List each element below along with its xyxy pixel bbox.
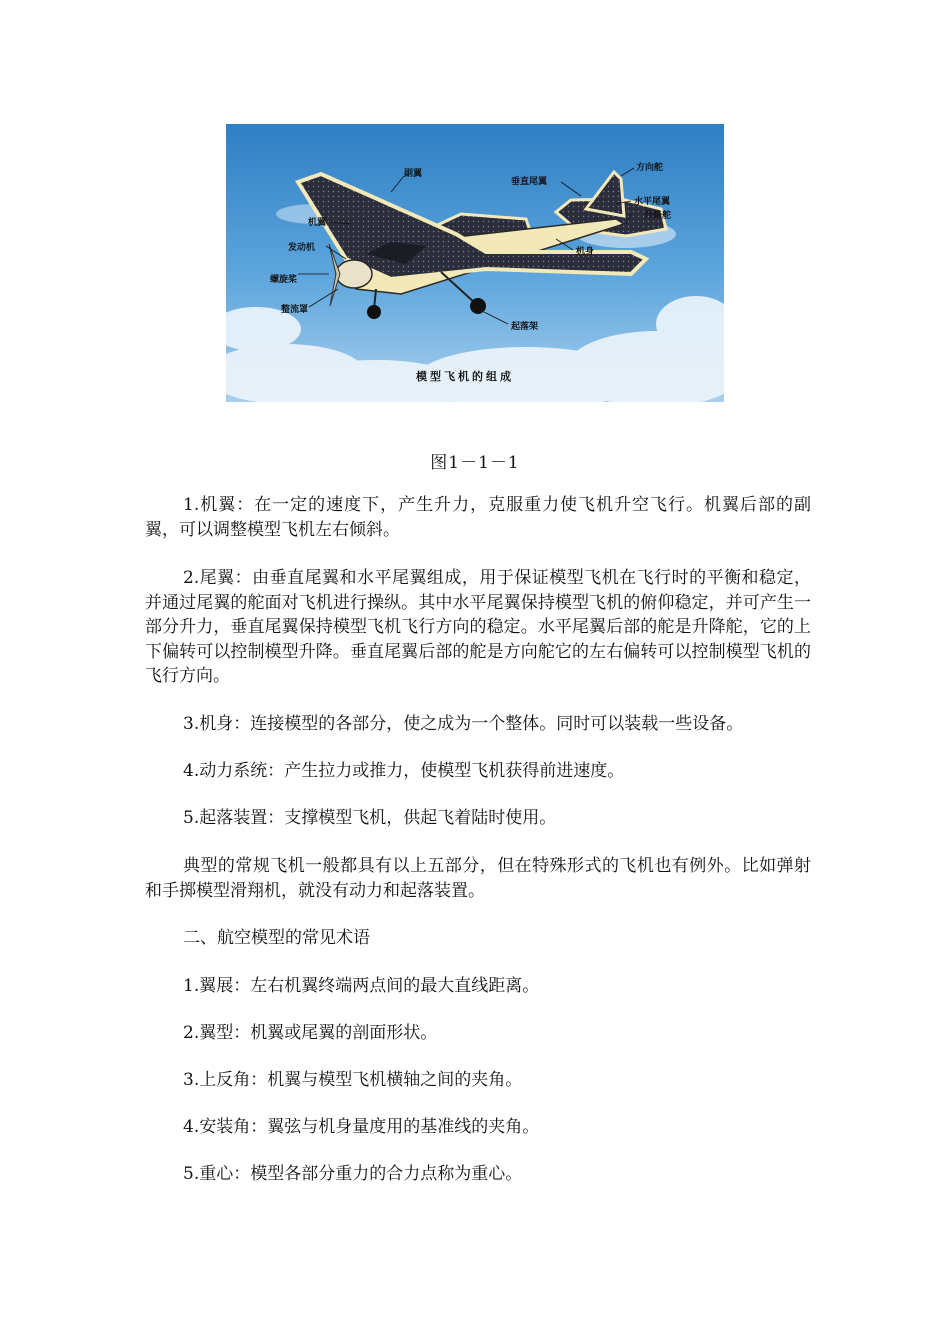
figure-title: 模型飞机的组成: [416, 370, 514, 383]
paragraph-wing: 1.机翼：在一定的速度下，产生升力，克服重力使飞机升空飞行。机翼后部的副翼，可以调整模型飞机左右倾斜。: [145, 495, 811, 540]
term-dihedral: 3.上反角：机翼与模型飞机横轴之间的夹角。: [183, 1070, 523, 1090]
label-rudder: 方向舵: [636, 163, 664, 173]
main-wheel: [470, 298, 486, 314]
label-vertical-tail: 垂直尾翼: [511, 177, 548, 187]
label-wing: 机翼: [308, 218, 327, 228]
label-aileron: 副翼: [404, 169, 423, 179]
aircraft-diagram-figure: [226, 124, 724, 402]
term-center-of-gravity: 5.重心：模型各部分重力的合力点称为重心。: [183, 1164, 523, 1184]
paragraph-summary: 典型的常规飞机一般都具有以上五部分，但在特殊形式的飞机也有例外。比如弹射和手掷模型滑翔机，就没有动力和起落装置。: [145, 856, 811, 901]
term-airfoil: 2.翼型：机翼或尾翼的剖面形状。: [183, 1023, 438, 1043]
label-horizontal-tail: 水平尾翼: [634, 197, 671, 207]
paragraph-fuselage: 3.机身：连接模型的各部分，使之成为一个整体。同时可以装载一些设备。: [183, 714, 744, 734]
label-engine: 发动机: [288, 243, 316, 253]
label-landing-gear: 起落架: [511, 322, 539, 332]
aircraft-diagram: [226, 124, 724, 402]
engine-cowl: [336, 260, 372, 288]
paragraph-tail: 2.尾翼：由垂直尾翼和水平尾翼组成，用于保证模型飞机在飞行时的平衡和稳定，并通过尾翼的舵面对飞机进行操纵。其中水平尾翼保持模型飞机的俯仰稳定，并可产生一部分升力，垂直尾翼保持模型飞机飞行方向的稳定。水平尾翼后部的舵是升降舵，它的上下偏转可以控制模型升降。垂直尾翼后部的舵是方向舵它的左右偏转可以控制模型飞机的飞行方向。: [145, 568, 811, 686]
label-fuselage: 机身: [576, 247, 595, 257]
paragraph-landing: 5.起落装置：支撑模型飞机，供起飞着陆时使用。: [183, 808, 557, 828]
front-wheel: [367, 305, 381, 319]
term-incidence: 4.安装角：翼弦与机身量度用的基准线的夹角。: [183, 1117, 540, 1137]
section-heading: 二、航空模型的常见术语: [183, 928, 370, 948]
label-spinner: 整流罩: [281, 305, 309, 315]
figure-caption: 图1－1－1: [430, 453, 520, 473]
label-elevator: 升降舵: [644, 211, 672, 221]
paragraph-power: 4.动力系统：产生拉力或推力，使模型飞机获得前进速度。: [183, 761, 625, 781]
term-wingspan: 1.翼展：左右机翼终端两点间的最大直线距离。: [183, 976, 540, 996]
label-propeller: 螺旋桨: [270, 275, 298, 285]
